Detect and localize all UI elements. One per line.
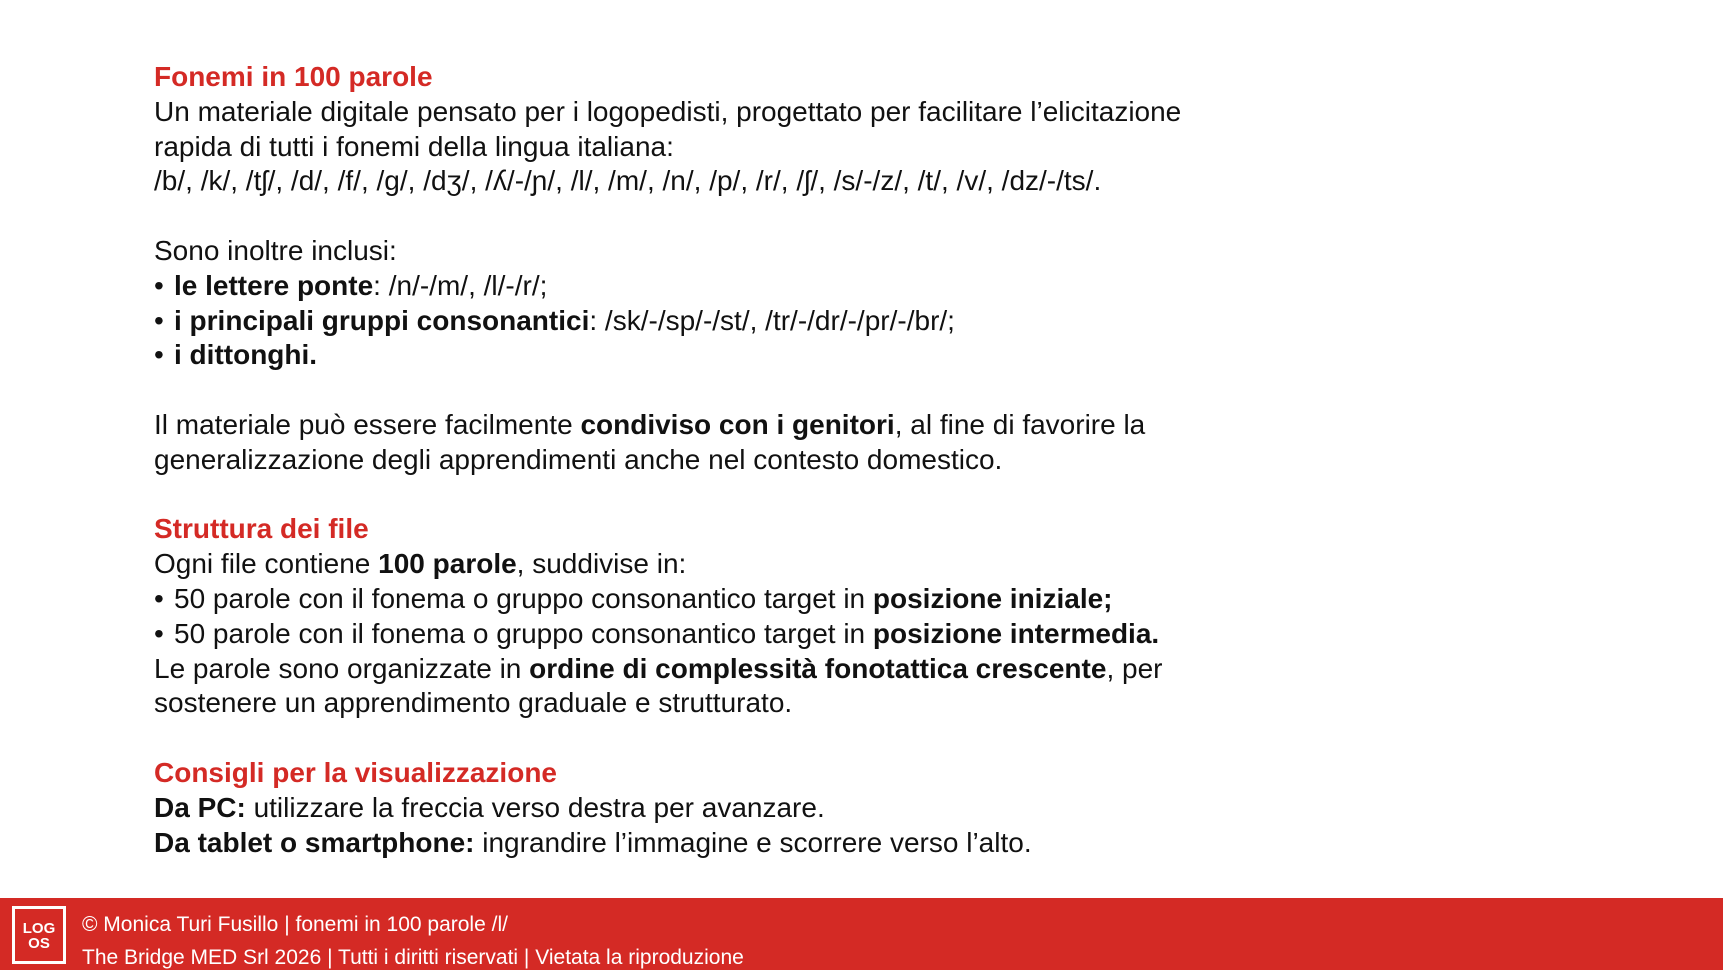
list-item-bold: le lettere ponte [174,269,374,301]
tip-pc [154,791,1474,826]
sharing-bold: condiviso con i genitori [580,408,895,440]
intro-line-1: Un materiale digitale pensato per i logopedisti, progettato per facilitare l’elicitazione [154,95,1182,127]
logo-text-top: LOG [22,920,56,937]
list-item-bold: posizione iniziale; [872,582,1113,614]
order-post: , per [1106,652,1163,684]
bullet-icon: • [154,617,164,649]
sharing-post: , al fine di favorire la [894,408,1146,440]
footer-bar [0,898,1723,970]
spacer [154,199,1474,234]
footer-copyright: © Monica Turi Fusillo | fonemi in 100 parole /l/ [82,913,508,936]
tip-tablet [154,826,1474,861]
list-item-text: : /sk/-/sp/-/st/, /tr/-/dr/-/pr/-/br/; [589,304,955,336]
spacer [154,721,1474,756]
phoneme-list: /b/, /k/, /tʃ/, /d/, /f/, /g/, /dʒ/, /ʎ/-/ɲ/, /l/, /m/, /n/, /p/, /r/, /ʃ/, /s/-/z/, /t/, /v/, /dz/-/ts/. [154,165,1102,197]
order-line-2: sostenere un apprendimento graduale e strutturato. [154,687,793,719]
list-item-initial [154,582,1474,617]
list-item-text: 50 parole con il fonema o gruppo consonantico target in [174,582,873,614]
bullet-icon: • [154,304,164,336]
logo-text-bottom: OS [28,935,50,952]
sharing-line-2: generalizzazione degli apprendimenti anche nel contesto domestico. [154,443,1003,475]
list-item-text: 50 parole con il fonema o gruppo consonantico target in [174,617,873,649]
list-item-diphthongs [154,338,1474,373]
list-item-text: : /n/-/m/, /l/-/r/; [373,269,548,301]
footer-rights: The Bridge MED Srl 2026 | Tutti i diritti riservati | Vietata la riproduzione [82,946,744,969]
document-body [154,60,1474,860]
list-item-bridge-letters [154,269,1474,304]
included-intro: Sono inoltre inclusi: [154,234,397,266]
list-item-bold: posizione intermedia. [872,617,1160,649]
sharing-line-1 [154,408,1474,443]
section-title-fonemi: Fonemi in 100 parole [154,61,433,92]
list-item-intermediate [154,617,1474,652]
logos-logo [12,906,66,964]
list-item-bold: i principali gruppi consonantici [174,304,590,336]
section-title-structure: Struttura dei file [154,513,369,545]
structure-intro-bold: 100 parole [378,548,517,580]
bullet-icon: • [154,582,164,614]
order-pre: Le parole sono organizzate in [154,652,530,684]
order-bold: ordine di complessità fonotattica crescente [529,652,1107,684]
tip-tablet-label: Da tablet o smartphone: [154,826,475,858]
structure-intro [154,547,1474,582]
bullet-icon: • [154,269,164,301]
structure-intro-pre: Ogni file contiene [154,548,379,580]
tip-tablet-text: ingrandire l’immagine e scorrere verso l’alto. [474,826,1032,858]
spacer [154,373,1474,408]
intro-line-2: rapida di tutti i fonemi della lingua italiana: [154,130,674,162]
section-title-tips: Consigli per la visualizzazione [154,756,557,788]
structure-intro-post: , suddivise in: [516,548,687,580]
list-item-consonant-groups [154,304,1474,339]
spacer [154,478,1474,513]
order-line-1 [154,652,1474,687]
list-item-bold: i dittonghi. [174,339,318,371]
tip-pc-text: utilizzare la freccia verso destra per avanzare. [245,791,825,823]
sharing-pre: Il materiale può essere facilmente [154,408,581,440]
footer-text [82,908,744,970]
bullet-icon: • [154,339,164,371]
tip-pc-label: Da PC: [154,791,246,823]
